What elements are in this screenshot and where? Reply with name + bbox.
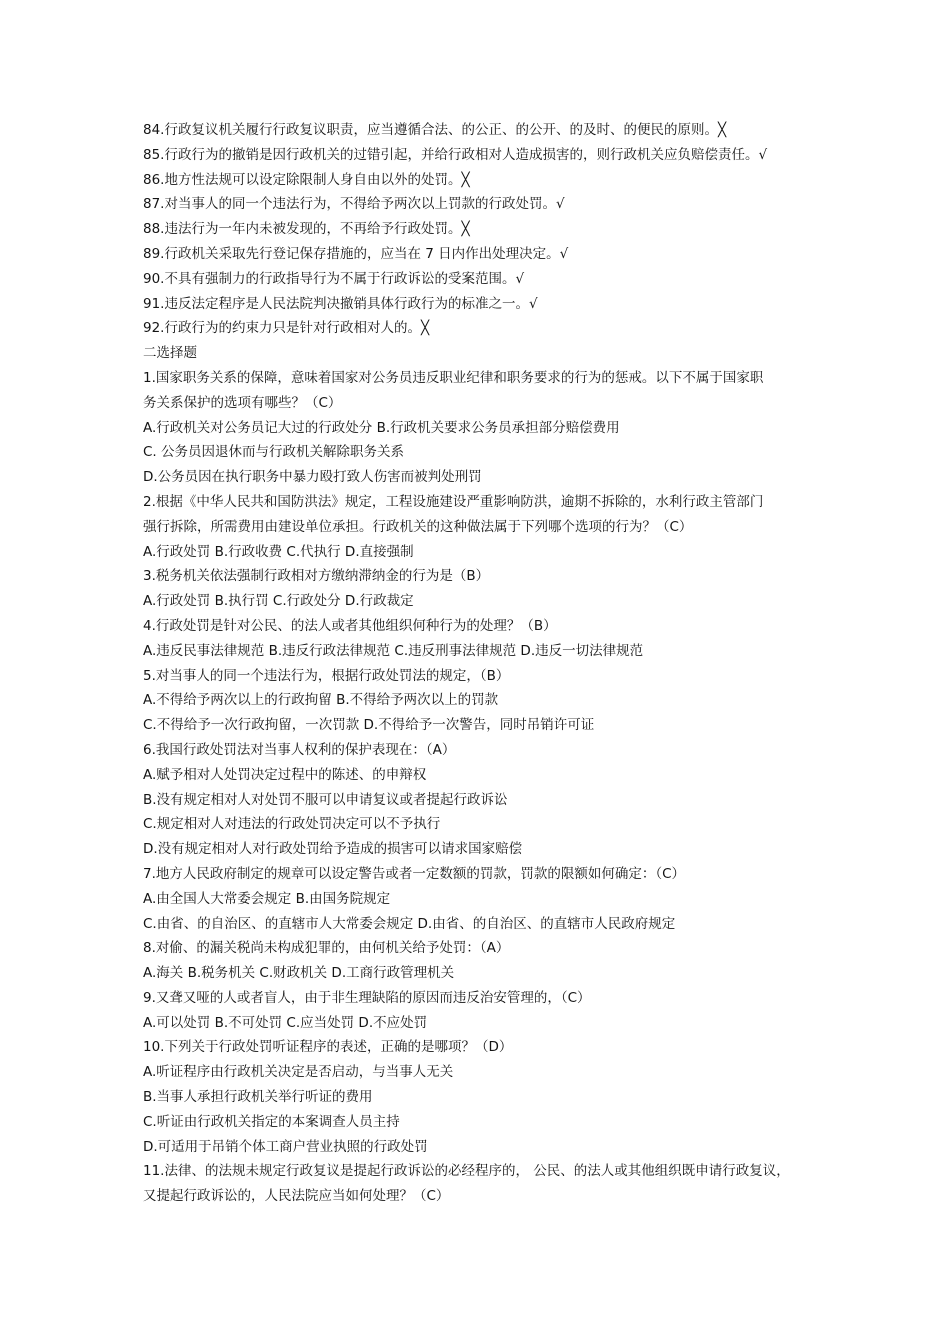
question-10-line-1: 10.下列关于行政处罚听证程序的表述，正确的是哪项？（D）	[143, 1039, 513, 1056]
question-9-options: A.可以处罚 B.不可处罚 C.应当处罚 D.不应处罚	[143, 1014, 428, 1031]
question-10-option-d: D.可适用于吊销个体工商户营业执照的行政处罚	[143, 1138, 428, 1155]
section-title: 二选择题	[143, 345, 197, 362]
judgment-item-84: 84.行政复议机关履行行政复议职责，应当遵循合法、的公正、的公开、的及时、的便民的原则。╳	[143, 122, 727, 138]
question-11-line-2: 又提起行政诉讼的，人民法院应当如何处理？（C）	[143, 1188, 450, 1205]
question-6-option-b: B.没有规定相对人对处罚不服可以申请复议或者提起行政诉讼	[143, 791, 508, 808]
question-10-option-b: B.当事人承担行政机关举行听证的费用	[143, 1089, 373, 1106]
question-5-option-cd: C.不得给予一次行政拘留，一次罚款 D.不得给予一次警告，同时吊销许可证	[143, 717, 595, 734]
question-7-option-cd: C.由省、的自治区、的直辖市人大常委会规定 D.由省、的自治区、的直辖市人民政府规定	[143, 915, 676, 932]
question-1-line-1: 1.国家职务关系的保障，意味着国家对公务员违反职业纪律和职务要求的行为的惩戒。以下不属于国家职	[143, 369, 764, 386]
question-3-options: A.行政处罚 B.执行罚 C.行政处分 D.行政裁定	[143, 593, 414, 610]
question-1-option-d: D.公务员因在执行职务中暴力殴打致人伤害而被判处刑罚	[143, 469, 482, 486]
question-10-option-a: A.听证程序由行政机关决定是否启动，与当事人无关	[143, 1064, 454, 1081]
question-10-option-c: C.听证由行政机关指定的本案调查人员主持	[143, 1113, 400, 1130]
question-6-option-a: A.赋予相对人处罚决定过程中的陈述、的申辩权	[143, 766, 427, 783]
question-8-line-1: 8.对偷、的漏关税尚未构成犯罪的，由何机关给予处罚：（A）	[143, 940, 510, 957]
question-9-line-1: 9.又聋又哑的人或者盲人，由于非生理缺陷的原因而违反治安管理的，（C）	[143, 989, 591, 1006]
question-7-line-1: 7.地方人民政府制定的规章可以设定警告或者一定数额的罚款，罚款的限额如何确定：（C）	[143, 865, 686, 882]
question-2-line-2: 强行拆除，所需费用由建设单位承担。行政机关的这种做法属于下列哪个选项的行为？（C）	[143, 518, 693, 535]
judgment-item-88: 88.违法行为一年内未被发现的，不再给予行政处罚。╳	[143, 221, 470, 238]
judgment-item-91: 91.违反法定程序是人民法院判决撤销具体行政行为的标准之一。√	[143, 295, 538, 312]
question-3-line-1: 3.税务机关依法强制行政相对方缴纳滞纳金的行为是（B）	[143, 568, 490, 585]
question-5-line-1: 5.对当事人的同一个违法行为，根据行政处罚法的规定，（B）	[143, 667, 510, 684]
judgment-item-90: 90.不具有强制力的行政指导行为不属于行政诉讼的受案范围。√	[143, 270, 525, 287]
judgment-item-92: 92.行政行为的约束力只是针对行政相对人的。╳	[143, 320, 430, 337]
question-5-option-ab: A.不得给予两次以上的行政拘留 B.不得给予两次以上的罚款	[143, 692, 499, 709]
question-8-options: A.海关 B.税务机关 C.财政机关 D.工商行政管理机关	[143, 965, 455, 982]
judgment-item-86: 86.地方性法规可以设定除限制人身自由以外的处罚。╳	[143, 171, 470, 188]
question-6-option-c: C.规定相对人对违法的行政处罚决定可以不予执行	[143, 816, 441, 833]
question-4-line-1: 4.行政处罚是针对公民、的法人或者其他组织何种行为的处理？（B）	[143, 617, 557, 634]
question-2-line-1: 2.根据《中华人民共和国防洪法》规定，工程设施建设严重影响防洪，逾期不拆除的，水利行政主管部门	[143, 493, 764, 510]
question-4-options: A.违反民事法律规范 B.违反行政法律规范 C.违反刑事法律规范 D.违反一切法律规范	[143, 642, 644, 659]
question-2-options: A.行政处罚 B.行政收费 C.代执行 D.直接强制	[143, 543, 414, 560]
judgment-item-85: 85.行政行为的撤销是因行政机关的过错引起，并给行政相对人造成损害的，则行政机关应负赔偿责任。√	[143, 146, 768, 163]
judgment-item-87: 87.对当事人的同一个违法行为，不得给予两次以上罚款的行政处罚。√	[143, 196, 565, 213]
judgment-item-89: 89.行政机关采取先行登记保存措施的，应当在 7 日内作出处理决定。√	[143, 245, 569, 262]
question-1-option-ab: A.行政机关对公务员记大过的行政处分 B.行政机关要求公务员承担部分赔偿费用	[143, 419, 620, 436]
question-7-option-ab: A.由全国人大常委会规定 B.由国务院规定	[143, 890, 391, 907]
question-1-line-2: 务关系保护的选项有哪些？（C）	[143, 394, 342, 411]
question-6-line-1: 6.我国行政处罚法对当事人权利的保护表现在：（A）	[143, 741, 456, 758]
question-11-line-1: 11.法律、的法规未规定行政复议是提起行政诉讼的必经程序的， 公民、的法人或其他组织既申请行政复议，	[143, 1163, 790, 1180]
document-body	[143, 118, 823, 1209]
question-1-option-c: C. 公务员因退休而与行政机关解除职务关系	[143, 444, 405, 461]
question-6-option-d: D.没有规定相对人对行政处罚给予造成的损害可以请求国家赔偿	[143, 841, 523, 858]
